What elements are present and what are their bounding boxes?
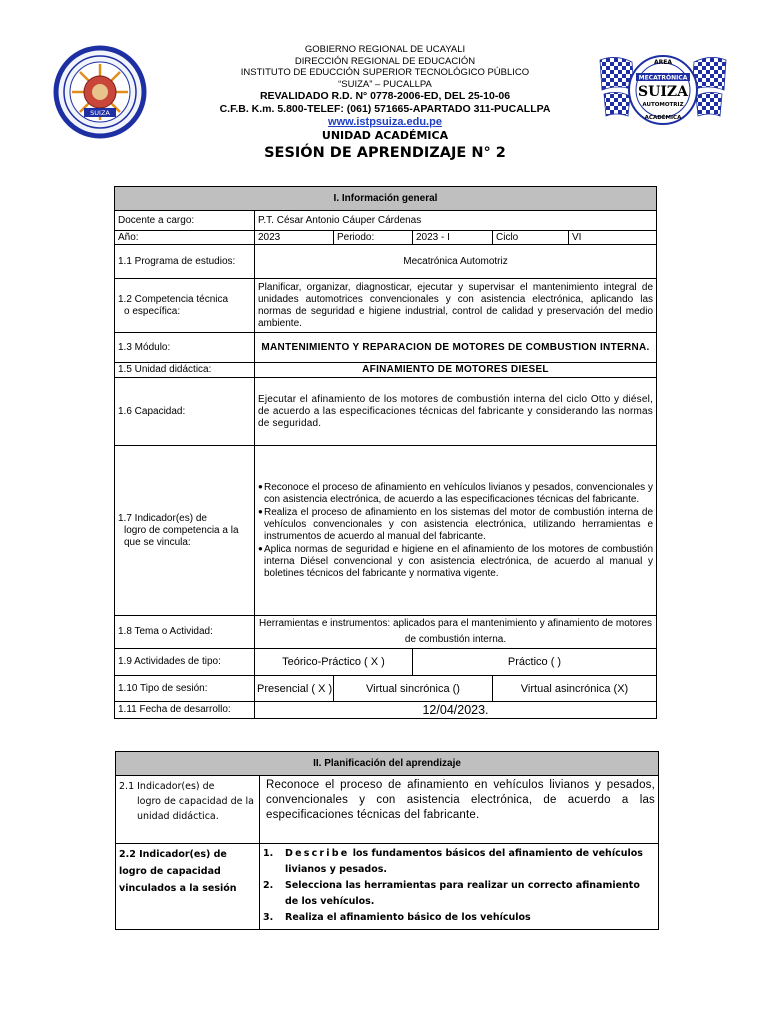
item-number: 1. bbox=[263, 848, 274, 859]
item-text: los fundamentos básicos del afinamiento de vehículos livianos y pesados. bbox=[285, 848, 643, 875]
header-address: C.F.B. K.m. 5.800-TELEF: (061) 571665-APARTADO 311-PUCALLPA bbox=[219, 103, 551, 115]
indicador-text: Reconoce el proceso de afinamiento en vehículos livianos y pesados, convencionales y con asistencia electrónica, de acuerdo a las especificaciones técnicas del fabricante. bbox=[264, 482, 654, 505]
tipo-sesion-label: 1.10 Tipo de sesión: bbox=[115, 676, 255, 702]
ciclo-value: VI bbox=[569, 231, 657, 245]
item-text: Selecciona las herramientas para realizar un correcto afinamiento de los vehículos. bbox=[285, 880, 640, 907]
anio-value: 2023 bbox=[255, 231, 334, 245]
fecha-value: 12/04/2023. bbox=[255, 702, 657, 719]
session-indicator-item bbox=[263, 910, 655, 926]
indicador-text: Realiza el proceso de afinamiento en los sistemas del motor de combustión interna de vehículos convencionales y con asistencia electrónica, utilizando herramientas e instrumentos de acuerdo al manual del fabricante. bbox=[264, 507, 654, 542]
session-indicator-item bbox=[263, 846, 655, 878]
logo-right-mid: MECATRÓNICA bbox=[638, 74, 688, 82]
indicador-text: Aplica normas de seguridad e higiene en el afinamiento de los motores de combustión interna Diésel convencional y con asistencia electrónica, de acuerdo al manual y boletines técnicos del fabricante y normativa vigente. bbox=[264, 544, 654, 579]
competencia-label-line-1: 1.2 Competencia técnica bbox=[118, 293, 229, 305]
header-line-4: “SUIZA” – PUCALLPA bbox=[338, 78, 432, 90]
presencial: Presencial ( X ) bbox=[255, 676, 334, 702]
bullet-icon: ● bbox=[258, 544, 263, 553]
institute-logo bbox=[40, 42, 160, 142]
indicador-label bbox=[115, 446, 255, 616]
logo-right-brand: SUIZA bbox=[638, 84, 688, 100]
ind-cap-label-line-2: logro de capacidad de la unidad didáctica. bbox=[137, 796, 254, 822]
periodo-label: Periodo: bbox=[334, 231, 413, 245]
logo-right-top: AREA bbox=[653, 59, 673, 66]
logo-right-sub: AUTOMOTRIZ bbox=[642, 102, 684, 108]
modulo-label: 1.3 Módulo: bbox=[115, 333, 255, 363]
fecha-label: 1.11 Fecha de desarrollo: bbox=[115, 702, 255, 719]
logo-right-bottom: ACADÉMICA bbox=[644, 115, 682, 121]
tema-label: 1.8 Tema o Actividad: bbox=[115, 616, 255, 649]
session-indicator-item bbox=[263, 878, 655, 910]
indicadores-list bbox=[255, 446, 657, 616]
area-logo bbox=[598, 50, 728, 130]
ciclo-label: Ciclo bbox=[493, 231, 569, 245]
item-text: Realiza el afinamiento básico de los vehículos bbox=[285, 912, 531, 923]
header-line-3: INSTITUTO DE EDUCCIÓN SUPERIOR TECNOLÓGICO PÚBLICO bbox=[240, 67, 530, 78]
competencia-label-line-2: o específica: bbox=[124, 305, 181, 317]
general-info-table bbox=[114, 186, 657, 719]
session-indicators-list bbox=[260, 844, 659, 930]
bullet-icon: ● bbox=[258, 507, 263, 516]
ind-ses-label: 2.2 Indicador(es) de logro de capacidad vinculados a la sesión bbox=[116, 844, 260, 930]
logo-left-text: SUIZA bbox=[90, 109, 110, 117]
header-line-2: DIRECCIÓN REGIONAL DE EDUCACIÓN bbox=[294, 55, 476, 67]
periodo-value: 2023 - I bbox=[413, 231, 493, 245]
item-number: 3. bbox=[263, 912, 274, 923]
section-1-title: I. Información general bbox=[115, 187, 657, 211]
programa-label: 1.1 Programa de estudios: bbox=[115, 245, 255, 279]
virtual-asincronica: Virtual asincrónica (X) bbox=[493, 676, 657, 702]
item-first-word: Describe bbox=[285, 848, 350, 859]
bullet-icon: ● bbox=[258, 482, 263, 491]
indicador-item bbox=[258, 543, 653, 580]
item-number: 2. bbox=[263, 880, 274, 891]
capacidad-label: 1.6 Capacidad: bbox=[115, 378, 255, 446]
planning-table bbox=[115, 751, 659, 930]
unidad-value: AFINAMIENTO DE MOTORES DIESEL bbox=[255, 363, 657, 378]
session-title: SESIÓN DE APRENDIZAJE N° 2 bbox=[264, 145, 506, 161]
ind-cap-label-line-1: 2.1 Indicador(es) de bbox=[119, 781, 215, 792]
header-line-1: GOBIERNO REGIONAL DE UCAYALI bbox=[304, 44, 466, 55]
unit-title: UNIDAD ACADÉMICA bbox=[321, 129, 449, 142]
virtual-sincronica: Virtual sincrónica () bbox=[334, 676, 493, 702]
tema-value: Herramientas e instrumentos: aplicados para el mantenimiento y afinamiento de motores de combustión interna. bbox=[255, 616, 657, 649]
docente-value: P.T. César Antonio Cáuper Cárdenas bbox=[255, 211, 657, 231]
programa-value: Mecatrónica Automotriz bbox=[255, 245, 657, 279]
indicador-label-line-1: 1.7 Indicador(es) de bbox=[118, 512, 207, 524]
header-revalidado: REVALIDADO R.D. N° 0778-2006-ED, DEL 25-10-06 bbox=[259, 90, 511, 102]
capacidad-value: Ejecutar el afinamiento de los motores de combustión interna del ciclo Otto y diésel, de acuerdo a las especificaciones técnicas del fabricante y considerando las normas de seguridad. bbox=[255, 378, 657, 446]
indicador-item bbox=[258, 506, 653, 543]
section-2-title: II. Planificación del aprendizaje bbox=[116, 752, 659, 776]
website-link[interactable]: www.istpsuiza.edu.pe bbox=[328, 116, 442, 128]
practico: Práctico ( ) bbox=[413, 649, 657, 676]
document-header bbox=[160, 44, 610, 163]
indicador-item bbox=[258, 481, 653, 506]
teorico-practico: Teórico-Práctico ( X ) bbox=[255, 649, 413, 676]
docente-label: Docente a cargo: bbox=[115, 211, 255, 231]
indicador-label-line-2: logro de competencia a la que se vincula: bbox=[124, 524, 239, 548]
competencia-value: Planificar, organizar, diagnosticar, ejecutar y supervisar el mantenimiento integral de unidades automotrices convencionales y con asistencia electrónica, aplicando las normas de seguridad e higiene industrial, control de calidad y preservación del medio ambiente. bbox=[255, 279, 657, 333]
ind-cap-value: Reconoce el proceso de afinamiento en vehículos livianos y pesados, convencionales y con asistencia electrónica, de acuerdo a las especificaciones técnicas del fabricante. bbox=[260, 776, 659, 844]
modulo-value: MANTENIMIENTO Y REPARACION DE MOTORES DE COMBUSTION INTERNA. bbox=[255, 333, 657, 363]
anio-label: Año: bbox=[115, 231, 255, 245]
actividades-label: 1.9 Actividades de tipo: bbox=[115, 649, 255, 676]
unidad-label: 1.5 Unidad didáctica: bbox=[115, 363, 255, 378]
competencia-label bbox=[115, 279, 255, 333]
ind-cap-label bbox=[116, 776, 260, 844]
